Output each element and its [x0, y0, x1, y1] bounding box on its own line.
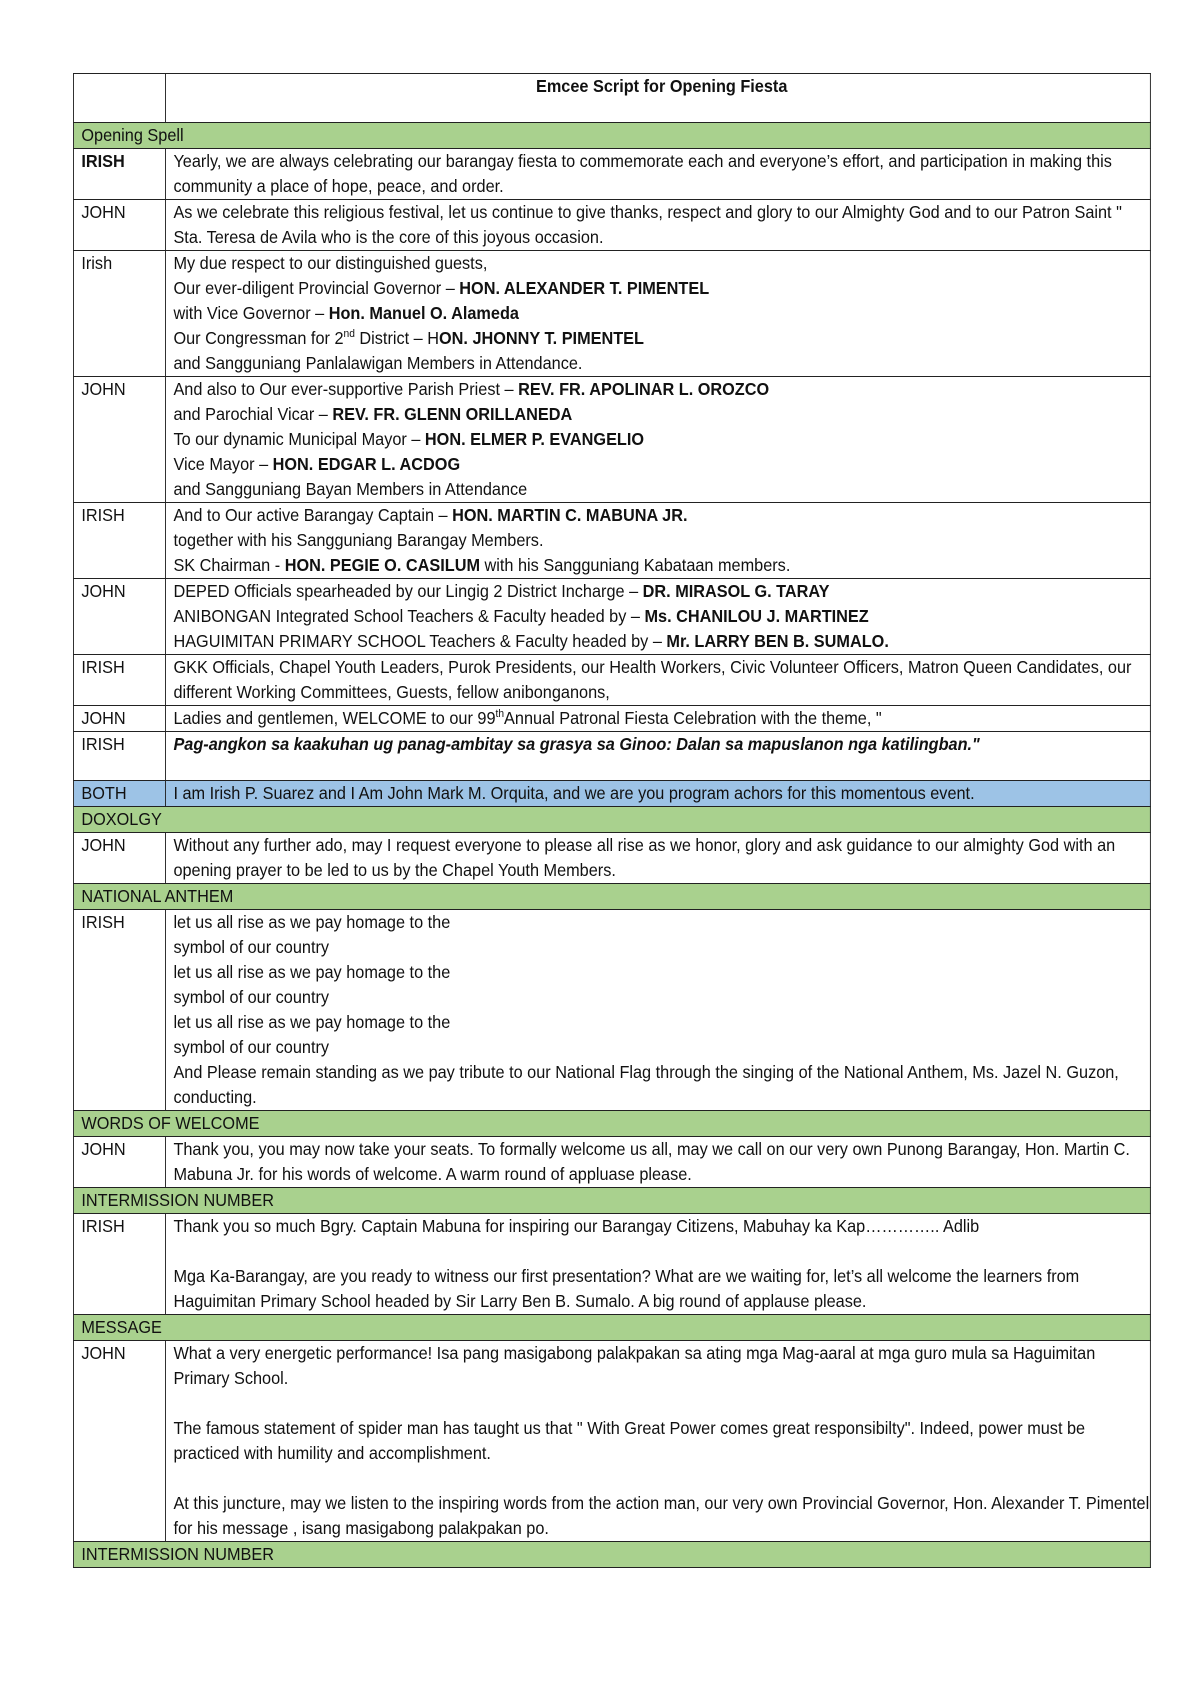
title-row: [73, 74, 1150, 123]
script-row: [73, 149, 1150, 200]
script-text: [166, 910, 1151, 1111]
section-message: MESSAGE: [73, 1315, 1150, 1341]
section-row: [73, 1111, 1150, 1137]
section-row: [73, 123, 1150, 149]
script-line: ANIBONGAN Integrated School Teachers & Faculty headed by – Ms. CHANILOU J. MARTINEZ: [173, 606, 869, 626]
script-line: and Parochial Vicar – REV. FR. GLENN ORILLANEDA: [173, 404, 573, 424]
speaker-label: IRISH: [73, 1214, 165, 1315]
speaker-label: IRISH: [73, 149, 165, 200]
script-line: with Vice Governor – Hon. Manuel O. Alameda: [173, 303, 519, 323]
script-paragraph: Mga Ka-Barangay, are you ready to witness our first presentation? What are we waiting for, let’s all welcome the learners from Haguimitan Primary School headed by Sir Larry Ben B. Sumalo. A big round of applause please.: [173, 1266, 1080, 1311]
page-title: Emcee Script for Opening Fiesta: [166, 74, 1151, 123]
speaker-label: Irish: [73, 251, 165, 377]
section-national-anthem: NATIONAL ANTHEM: [73, 884, 1150, 910]
script-paragraph: The famous statement of spider man has taught us that " With Great Power comes great responsibilty". Indeed, power must be practiced with humility and accomplishment.: [173, 1418, 1086, 1463]
theme-text: Pag-angkon sa kaakuhan ug panag-ambitay sa grasya sa Ginoo: Dalan sa mapuslanon nga katilingban.": [166, 732, 1151, 781]
script-line: Our Congressman for 2nd District – HON. JHONNY T. PIMENTEL: [173, 328, 644, 348]
script-line: symbol of our country: [173, 1037, 330, 1057]
speaker-label: JOHN: [73, 377, 165, 503]
speaker-label: IRISH: [73, 910, 165, 1111]
script-row: [73, 706, 1150, 732]
section-opening-spell: Opening Spell: [73, 123, 1150, 149]
section-doxology: DOXOLGY: [73, 807, 1150, 833]
section-row: [73, 884, 1150, 910]
speaker-label: JOHN: [73, 833, 165, 884]
script-text: Yearly, we are always celebrating our barangay fiesta to commemorate each and everyone’s effort, and participation in making this community a place of hope, peace, and order.: [166, 149, 1151, 200]
script-line: let us all rise as we pay homage to the: [173, 962, 451, 982]
speaker-label: IRISH: [73, 503, 165, 579]
empty-cell: [73, 74, 165, 123]
script-line: SK Chairman - HON. PEGIE O. CASILUM with his Sangguniang Kabataan members.: [173, 555, 791, 575]
script-paragraph: What a very energetic performance! Isa pang masigabong palakpakan sa ating mga Mag-aaral at mga guro mula sa Haguimitan Primary School.: [173, 1343, 1096, 1388]
script-text: Without any further ado, may I request everyone to please all rise as we honor, glory and ask guidance to our almighty God with an opening prayer to be led to us by the Chapel Youth Members.: [166, 833, 1151, 884]
script-line: together with his Sangguniang Barangay Members.: [173, 530, 544, 550]
speaker-label: JOHN: [73, 200, 165, 251]
script-line: To our dynamic Municipal Mayor – HON. ELMER P. EVANGELIO: [173, 429, 645, 449]
script-row: [73, 1137, 1150, 1188]
script-row: [73, 251, 1150, 377]
script-row: [73, 1341, 1150, 1542]
script-row: [73, 377, 1150, 503]
script-line: HAGUIMITAN PRIMARY SCHOOL Teachers & Faculty headed by – Mr. LARRY BEN B. SUMALO.: [173, 631, 889, 651]
script-paragraph: Thank you so much Bgry. Captain Mabuna for inspiring our Barangay Citizens, Mabuhay ka Kap………….. Adlib: [173, 1216, 980, 1236]
script-row: [73, 833, 1150, 884]
script-line: And to Our active Barangay Captain – HON. MARTIN C. MABUNA JR.: [173, 505, 688, 525]
script-text: [166, 251, 1151, 377]
speaker-label: IRISH: [73, 732, 165, 781]
section-row: [73, 1188, 1150, 1214]
speaker-label: BOTH: [73, 781, 165, 807]
script-text: [166, 579, 1151, 655]
script-line: let us all rise as we pay homage to the: [173, 912, 451, 932]
script-line: symbol of our country: [173, 937, 330, 957]
script-line: DEPED Officials spearheaded by our Lingig 2 District Incharge – DR. MIRASOL G. TARAY: [173, 581, 830, 601]
script-row: [73, 732, 1150, 781]
script-row: [73, 910, 1150, 1111]
section-intermission-number: INTERMISSION NUMBER: [73, 1542, 1150, 1568]
script-row: [73, 1214, 1150, 1315]
script-line: and Sangguniang Bayan Members in Attendance: [173, 479, 528, 499]
script-row: [73, 655, 1150, 706]
script-paragraph: At this juncture, may we listen to the inspiring words from the action man, our very own Provincial Governor, Hon. Alexander T. Pimentel for his message , isang masigabong palakpakan po.: [173, 1493, 1150, 1538]
section-words-of-welcome: WORDS OF WELCOME: [73, 1111, 1150, 1137]
speaker-label: JOHN: [73, 1137, 165, 1188]
speaker-label: IRISH: [73, 655, 165, 706]
section-intermission-number: INTERMISSION NUMBER: [73, 1188, 1150, 1214]
section-row: [73, 1315, 1150, 1341]
script-row: [73, 781, 1150, 807]
script-row: [73, 503, 1150, 579]
script-text: GKK Officials, Chapel Youth Leaders, Purok Presidents, our Health Workers, Civic Volunteer Officers, Matron Queen Candidates, our different Working Committees, Guests, fellow anibonganons,: [166, 655, 1151, 706]
section-row: [73, 807, 1150, 833]
speaker-label: JOHN: [73, 706, 165, 732]
script-line: and Sangguniang Panlalawigan Members in Attendance.: [173, 353, 583, 373]
speaker-label: JOHN: [73, 579, 165, 655]
script-line: symbol of our country: [173, 987, 330, 1007]
script-line: And Please remain standing as we pay tribute to our National Flag through the singing of the National Anthem, Ms. Jazel N. Guzon, conducting.: [173, 1062, 1119, 1107]
script-text: [166, 1341, 1151, 1542]
script-row: [73, 200, 1150, 251]
script-line: My due respect to our distinguished guests,: [173, 253, 488, 273]
script-line: Vice Mayor – HON. EDGAR L. ACDOG: [173, 454, 461, 474]
script-line: And also to Our ever-supportive Parish Priest – REV. FR. APOLINAR L. OROZCO: [173, 379, 770, 399]
script-line: let us all rise as we pay homage to the: [173, 1012, 451, 1032]
speaker-label: JOHN: [73, 1341, 165, 1542]
script-row: [73, 579, 1150, 655]
script-text: [166, 377, 1151, 503]
script-text: [166, 503, 1151, 579]
section-row: [73, 1542, 1150, 1568]
script-text: Thank you, you may now take your seats. To formally welcome us all, may we call on our very own Punong Barangay, Hon. Martin C. Mabuna Jr. for his words of welcome. A warm round of appluase please.: [166, 1137, 1151, 1188]
script-text: As we celebrate this religious festival, let us continue to give thanks, respect and glory to our Almighty God and to our Patron Saint " Sta. Teresa de Avila who is the core of this joyous occasion.: [166, 200, 1151, 251]
emcee-script-table: [73, 73, 1151, 1568]
script-text: I am Irish P. Suarez and I Am John Mark M. Orquita, and we are you program achors for this momentous event.: [166, 781, 1151, 807]
script-text: [166, 1214, 1151, 1315]
script-line: Our ever-diligent Provincial Governor – HON. ALEXANDER T. PIMENTEL: [173, 278, 710, 298]
script-text: Ladies and gentlemen, WELCOME to our 99thAnnual Patronal Fiesta Celebration with the theme, ": [166, 706, 1151, 732]
